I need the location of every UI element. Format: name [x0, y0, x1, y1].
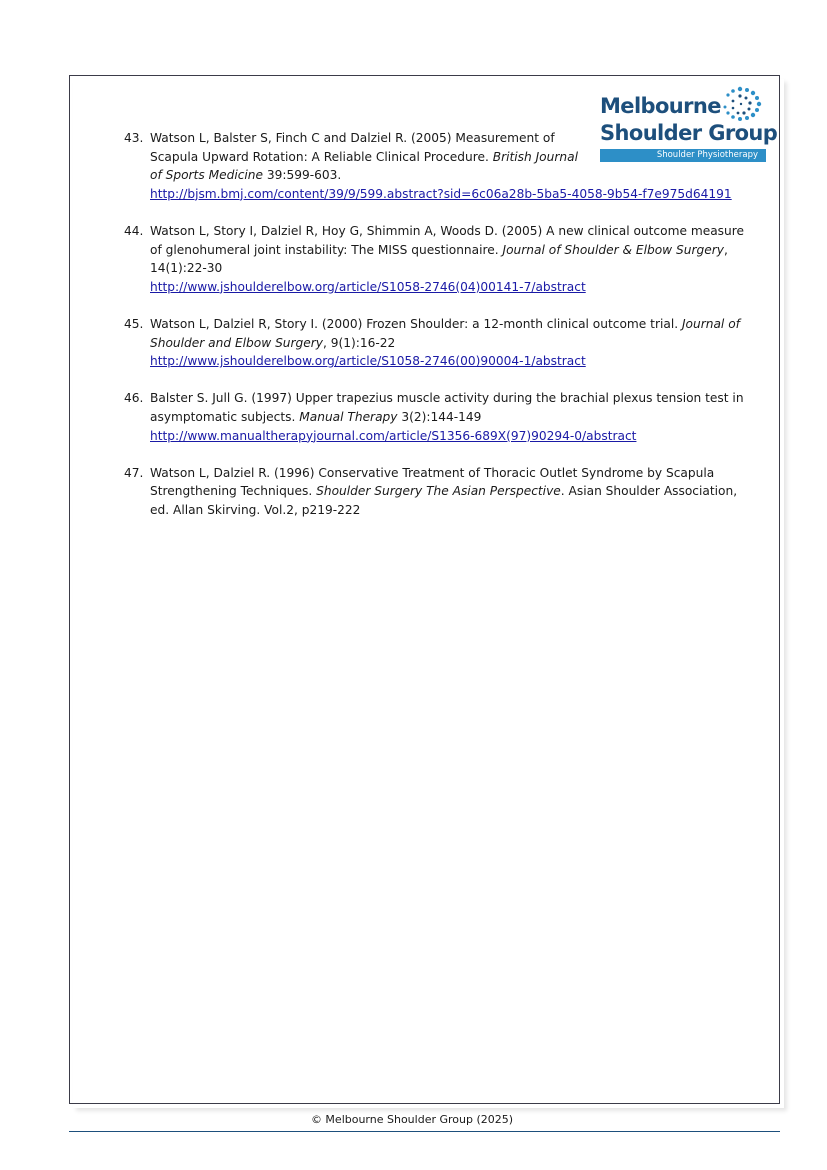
footer-divider	[69, 1131, 780, 1132]
reference-item	[124, 315, 754, 371]
reference-details: . Asian Shoulder Association, ed. Allan Skirving. Vol.2, p219-222	[150, 484, 738, 517]
reference-journal: Journal of Shoulder & Elbow Surgery	[502, 242, 724, 257]
reference-details: 3(2):144-149	[397, 409, 482, 424]
reference-authors: Watson L, Balster S, Finch C and Dalziel R. (2005) Measurement of Scapula Upward Rotation: A Reliable Clinical Procedure.	[150, 131, 555, 164]
reference-link[interactable]: http://www.jshoulderelbow.org/article/S1058-2746(04)00141-7/abstract	[150, 279, 586, 294]
reference-list	[124, 129, 754, 538]
reference-number: 47.	[124, 465, 144, 480]
reference-journal: Journal of Shoulder and Elbow Surgery	[150, 316, 740, 350]
reference-authors: Balster S. Jull G. (1997) Upper trapezius muscle activity during the brachial plexus tension test in asymptomatic subjects.	[150, 391, 744, 424]
reference-journal: British Journal of Sports Medicine	[150, 149, 578, 183]
reference-item	[124, 222, 754, 296]
reference-item	[124, 389, 754, 445]
logo-line-2: Shoulder Group	[600, 121, 778, 145]
reference-authors: Watson L, Dalziel R. (1996) Conservative Treatment of Thoracic Outlet Syndrome by Scapula Strengthening Techniques.	[150, 465, 715, 499]
dot-ring-icon	[718, 86, 764, 122]
reference-details: , 14(1):22-30	[150, 242, 728, 276]
reference-link[interactable]: http://www.manualtherapyjournal.com/article/S1356-689X(97)90294-0/abstract	[150, 428, 637, 443]
reference-details: , 9(1):16-22	[323, 335, 396, 350]
reference-link[interactable]: http://www.jshoulderelbow.org/article/S1058-2746(00)90004-1/abstract	[150, 354, 586, 369]
reference-item	[124, 464, 754, 520]
reference-number: 43.	[124, 131, 144, 145]
copyright-text: © Melbourne Shoulder Group (2025)	[310, 1113, 514, 1126]
reference-details: 39:599-603.	[263, 168, 342, 183]
reference-authors: Watson L, Dalziel R, Story I. (2000) Frozen Shoulder: a 12-month clinical outcome trial.	[150, 316, 682, 331]
reference-number: 44.	[124, 223, 144, 238]
logo-line-1: Melbourne	[600, 94, 721, 118]
reference-authors: Watson L, Story I, Dalziel R, Hoy G, Shimmin A, Woods D. (2005) A new clinical outcome measure of glenohumeral joint instability: The MISS questionnaire.	[150, 223, 744, 257]
reference-link[interactable]: http://bjsm.bmj.com/content/39/9/599.abstract?sid=6c06a28b-5ba5-4058-9b54-f7e975d64191	[150, 186, 732, 201]
reference-journal: Manual Therapy	[299, 409, 398, 424]
reference-journal: Shoulder Surgery The Asian Perspective	[316, 484, 561, 499]
reference-number: 46.	[124, 391, 144, 406]
footer-copyright	[0, 1113, 827, 1126]
logo-tagline: Shoulder Physiotherapy	[600, 149, 766, 162]
reference-number: 45.	[124, 316, 144, 331]
